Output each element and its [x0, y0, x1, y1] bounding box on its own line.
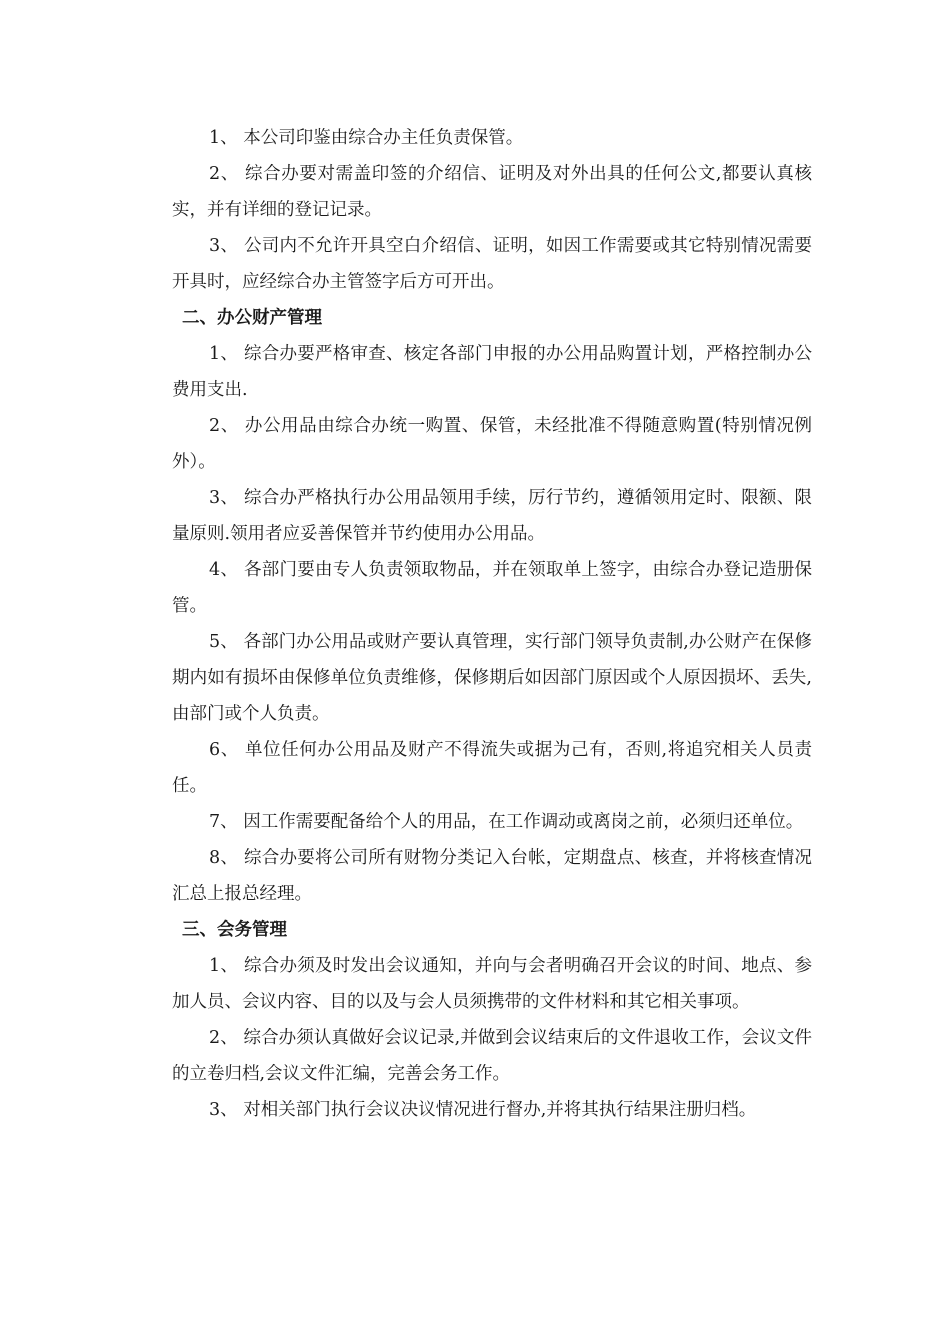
paragraph-meeting-1: 1、 综合办须及时发出会议通知，并向与会者明确召开会议的时间、地点、参加人员、会议内容、目的以及与会人员须携带的文件材料和其它相关事项。	[172, 956, 812, 1012]
paragraph-property-6: 6、 单位任何办公用品及财产不得流失或据为己有，否则,将追究相关人员责任。	[172, 740, 812, 796]
document-body	[172, 120, 812, 1128]
paragraph-property-3: 3、 综合办严格执行办公用品领用手续，厉行节约，遵循领用定时、限额、限量原则.领用者应妥善保管并节约使用办公用品。	[172, 488, 812, 544]
paragraph-seal-3: 3、 公司内不允许开具空白介绍信、证明，如因工作需要或其它特别情况需要开具时，应经综合办主管签字后方可开出。	[172, 236, 812, 292]
paragraph-seal-1: 1、 本公司印鉴由综合办主任负责保管。	[209, 128, 524, 148]
paragraph-property-7: 7、 因工作需要配备给个人的用品，在工作调动或离岗之前，必须归还单位。	[209, 812, 804, 832]
paragraph-meeting-2: 2、 综合办须认真做好会议记录,并做到会议结束后的文件退收工作，会议文件的立卷归档,会议文件汇编，完善会务工作。	[172, 1028, 812, 1084]
paragraph-property-1: 1、 综合办要严格审查、核定各部门申报的办公用品购置计划，严格控制办公费用支出.	[172, 344, 812, 400]
section-heading-office-property: 二、办公财产管理	[182, 308, 322, 328]
paragraph-property-2: 2、 办公用品由综合办统一购置、保管，未经批准不得随意购置(特别情况例外）。	[172, 416, 812, 472]
paragraph-property-8: 8、 综合办要将公司所有财物分类记入台帐，定期盘点、核查，并将核查情况汇总上报总经理。	[172, 848, 812, 904]
section-heading-meeting-affairs: 三、会务管理	[182, 920, 287, 940]
paragraph-property-4: 4、 各部门要由专人负责领取物品，并在领取单上签字，由综合办登记造册保管。	[172, 560, 812, 616]
paragraph-seal-2: 2、 综合办要对需盖印签的介绍信、证明及对外出具的任何公文,都要认真核实，并有详细的登记记录。	[172, 164, 812, 220]
paragraph-meeting-3: 3、 对相关部门执行会议决议情况进行督办,并将其执行结果注册归档。	[209, 1100, 757, 1120]
paragraph-property-5: 5、 各部门办公用品或财产要认真管理，实行部门领导负责制,办公财产在保修期内如有损坏由保修单位负责维修，保修期后如因部门原因或个人原因损坏、丢失,由部门或个人负责。	[172, 632, 812, 724]
